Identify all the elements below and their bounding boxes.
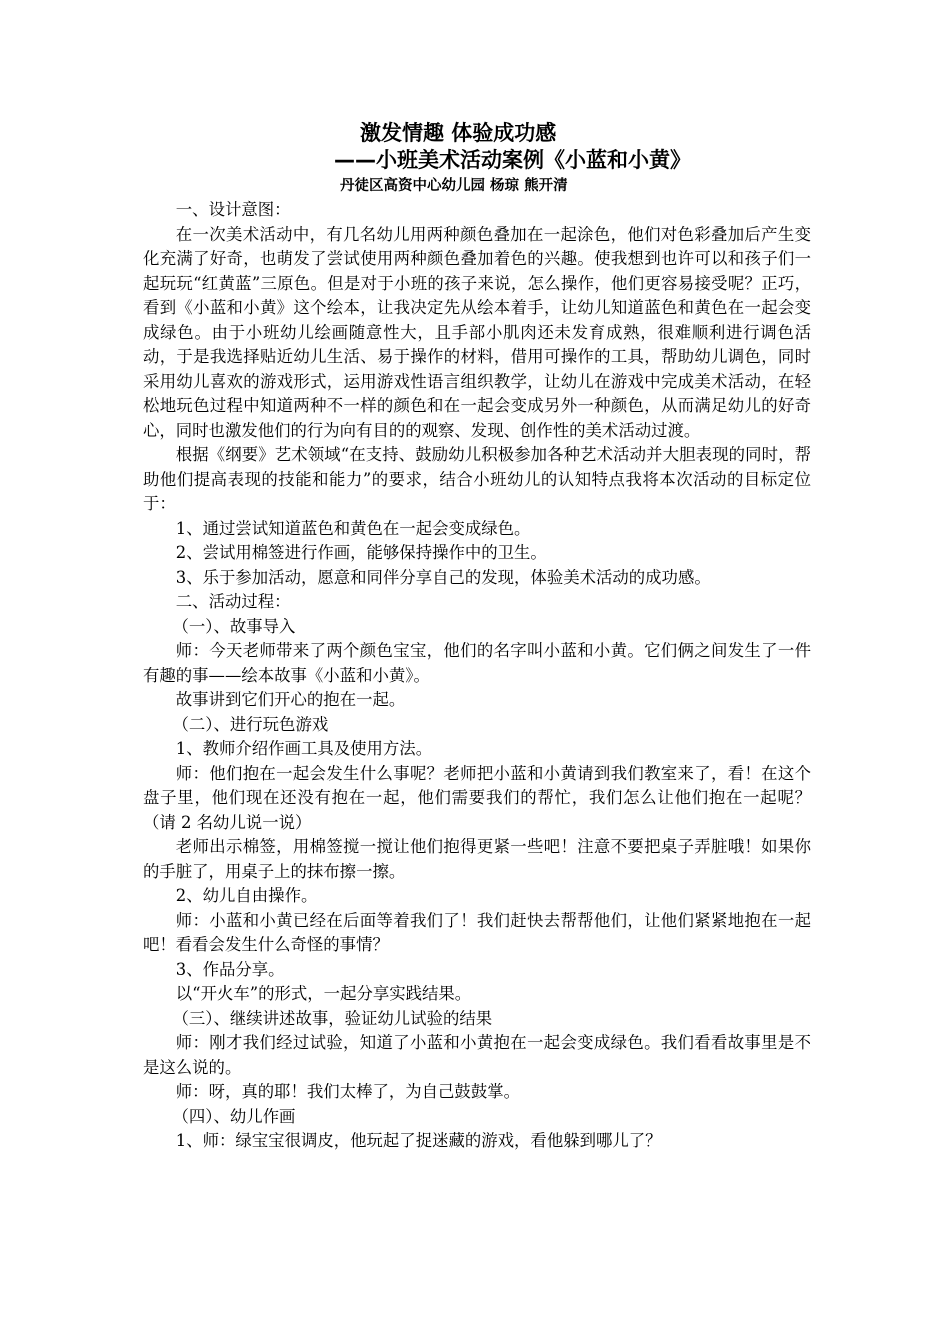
- paragraph: 1、师：绿宝宝很调皮，他玩起了捉迷藏的游戏，看他躲到哪儿了？: [175, 1131, 662, 1150]
- document-title: 激发情趣 体验成功感: [360, 121, 557, 145]
- paragraph: 在一次美术活动中，有几名幼儿用两种颜色叠加在一起涂色，他们对色彩叠加后产生变化充满了好奇，也萌发了尝试使用两种颜色叠加着色的兴趣。使我想到也许可以和孩子们一起玩玩“红黄蓝”三原色。但是对于小班的孩子来说，怎么操作，他们更容易接受呢？正巧，看到《小蓝和小黄》这个绘本，让我决定先从绘本着手，让幼儿知道蓝色和黄色在一起会变成绿色。由于小班幼儿绘画随意性大，且手部小肌肉还未发育成熟，很难顺利进行调色活动，于是我选择贴近幼儿生活、易于操作的材料，借用可操作的工具，帮助幼儿调色，同时采用幼儿喜欢的游戏形式，运用游戏性语言组织教学，让幼儿在游戏中完成美术活动，在轻松地玩色过程中知道两种不一样的颜色和在一起会变成另外一种颜色，从而满足幼儿的好奇心，同时也激发他们的行为向有目的的观察、发现、创作性的美术活动过渡。: [143, 224, 811, 440]
- paragraph: 师：今天老师带来了两个颜色宝宝，他们的名字叫小蓝和小黄。它们俩之间发生了一件有趣的事——绘本故事《小蓝和小黄》。: [143, 641, 811, 685]
- paragraph: 师：刚才我们经过试验，知道了小蓝和小黄抱在一起会变成绿色。我们看看故事里是不是这么说的。: [143, 1033, 811, 1077]
- goal-item: 2、尝试用棉签进行作画，能够保持操作中的卫生。: [175, 543, 547, 562]
- paragraph: 2、幼儿自由操作。: [175, 886, 318, 905]
- paragraph: 故事讲到它们开心的抱在一起。: [175, 690, 406, 709]
- paragraph: 师：小蓝和小黄已经在后面等着我们了！我们赶快去帮帮他们，让他们紧紧地抱在一起吧！看看会发生什么奇怪的事情？: [143, 910, 811, 954]
- subsection-heading: （二）、进行玩色游戏: [172, 714, 329, 734]
- paragraph: 老师出示棉签，用棉签搅一搅让他们抱得更紧一些吧！注意不要把桌子弄脏哦！如果你的手脏了，用桌子上的抹布擦一擦。: [143, 837, 811, 881]
- paragraph: 师：呀，真的耶！我们太棒了，为自己鼓鼓掌。: [175, 1082, 520, 1101]
- document-subtitle: ——小班美术活动案例《小蓝和小黄》: [334, 148, 691, 172]
- goal-item: 3、乐于参加活动，愿意和同伴分享自己的发现，体验美术活动的成功感。: [175, 567, 711, 587]
- paragraph: 以“开火车”的形式，一起分享实践结果。: [175, 984, 472, 1003]
- subsection-heading: （一）、故事导入: [172, 616, 296, 636]
- paragraph: 1、教师介绍作画工具及使用方法。: [175, 739, 433, 758]
- subsection-heading: （三）、继续讲述故事，验证幼儿试验的结果: [172, 1008, 493, 1028]
- section-heading: 二、活动过程：: [175, 592, 291, 611]
- subsection-heading: （四）、幼儿作画: [172, 1106, 296, 1126]
- paragraph: 3、作品分享。: [175, 959, 285, 979]
- document-author: 丹徒区高资中心幼儿园 杨琼 熊开清: [340, 178, 568, 194]
- paragraph: 师：他们抱在一起会发生什么事呢？老师把小蓝和小黄请到我们教室来了，看！在这个盘子里，他们现在还没有抱在一起，他们需要我们的帮忙，我们怎么让他们抱在一起呢？（请 2 名幼儿说一说）: [143, 763, 811, 832]
- paragraph: 根据《纲要》艺术领域“在支持、鼓励幼儿积极参加各种艺术活动并大胆表现的同时，帮助他们提高表现的技能和能力”的要求，结合小班幼儿的认知特点我将本次活动的目标定位于：: [143, 445, 811, 513]
- goal-item: 1、通过尝试知道蓝色和黄色在一起会变成绿色。: [175, 518, 531, 538]
- document-body: [143, 198, 811, 1154]
- section-heading: 一、设计意图：: [175, 200, 291, 219]
